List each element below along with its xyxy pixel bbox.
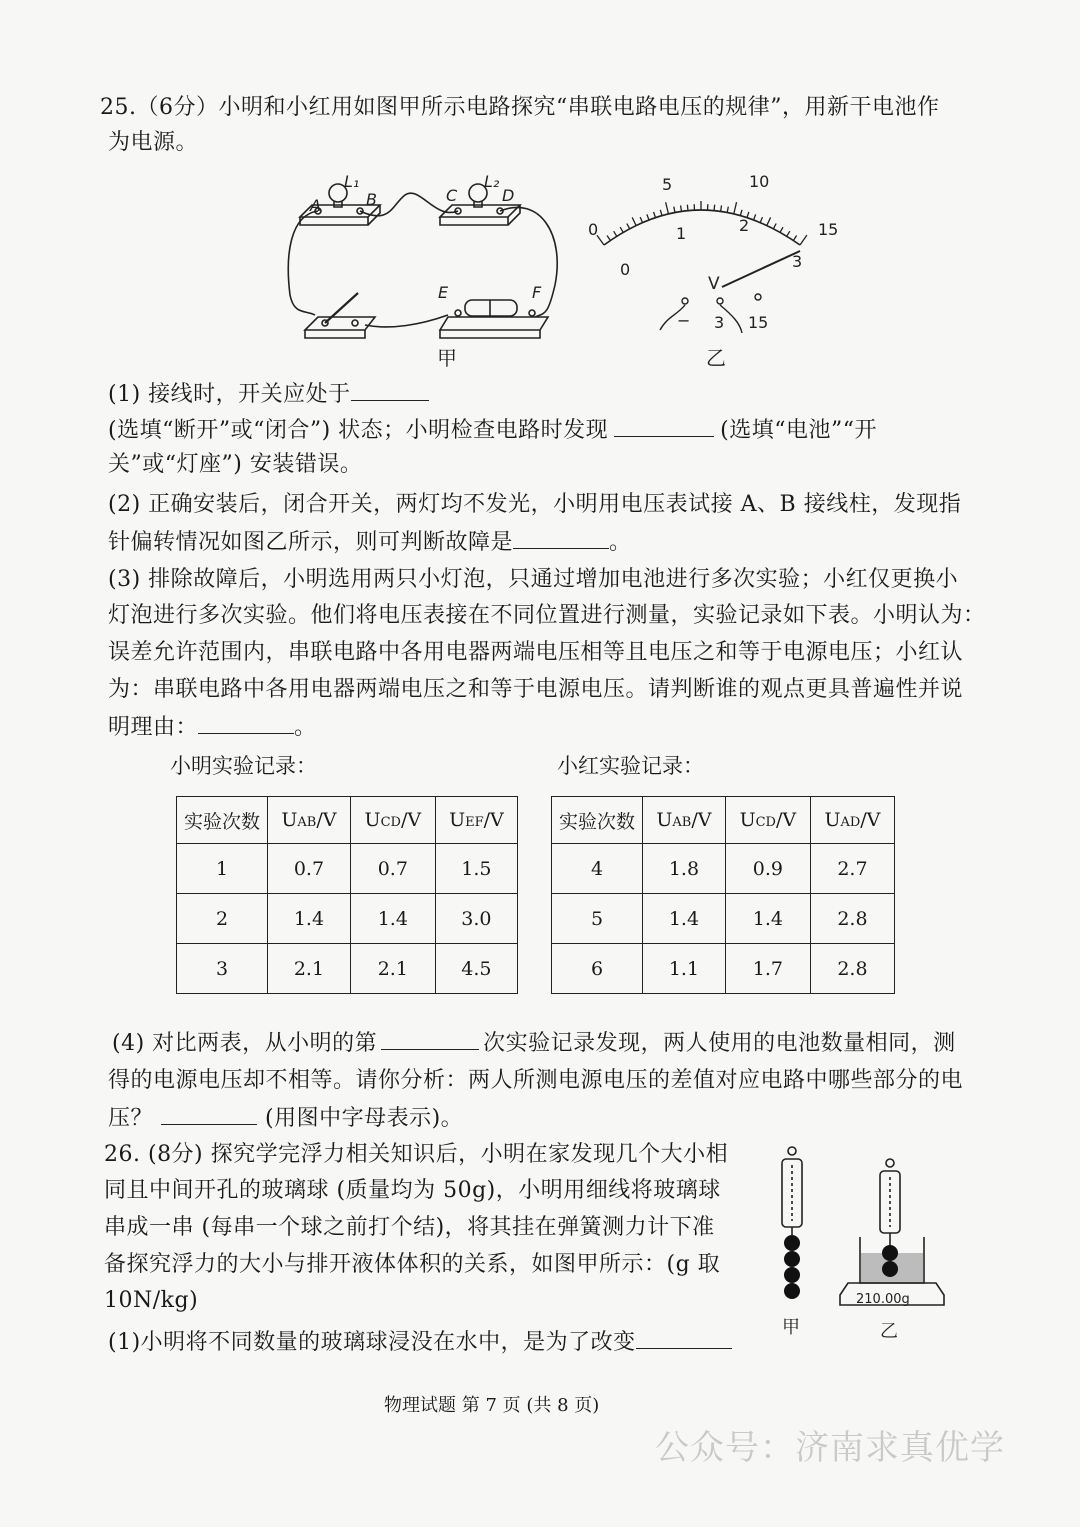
q26-l3: 串成一串 (每串一个球之前打个结)，将其挂在弹簧测力计下准 (104, 1215, 715, 1240)
q25-p1a: (1) 接线时，开关应处于 (108, 378, 429, 410)
meter-unit: V (708, 274, 720, 294)
dial-tick (607, 236, 610, 241)
cell: 1.4 (643, 894, 726, 944)
label-f: F (532, 283, 542, 302)
q25-p3c: 误差允许范围内，串联电路中各用电器两端电压相等且电压之和等于电源电压；小红认 (108, 640, 964, 665)
q25-p4b: 得的电源电压却不相等。请你分析：两人所测电源电压的差值对应电路中哪些部分的电 (108, 1068, 964, 1093)
top-scale-0: 0 (588, 220, 599, 239)
terminal-neg: − (677, 311, 691, 330)
header-trial: 实验次数 (177, 797, 268, 844)
dial-tick (734, 202, 737, 214)
q25-p3a: (3) 排除故障后，小明选用两只小灯泡，只通过增加电池进行多次实验；小红仅更换小 (108, 567, 959, 592)
answer-blank[interactable] (513, 526, 609, 549)
table-row (177, 944, 518, 994)
dial-tick (760, 217, 762, 223)
answer-blank[interactable] (381, 1027, 479, 1050)
cell: 1.4 (725, 894, 810, 944)
top-scale-5: 5 (662, 175, 673, 194)
xiaohong-caption: 小红实验记录： (557, 754, 704, 778)
balance-reading: 210.00g (856, 1292, 910, 1307)
dial-tick (681, 205, 682, 211)
caption-jia: 甲 (437, 346, 457, 370)
q25-line1: 25.（6分）小明和小红用如图甲所示电路探究“串联电路电压的规律”，用新干电池作 (100, 95, 940, 120)
dial-tick (614, 231, 617, 236)
q25-p2b: 针偏转情况如图乙所示，则可判断故障是 。 (108, 526, 632, 558)
cell: 3.0 (435, 894, 517, 944)
cell: 5 (552, 894, 643, 944)
header-uef: UEF/V (435, 797, 517, 844)
xiaohong-table (551, 796, 895, 994)
page-footer: 物理试题 第 7 页 (共 8 页) (384, 1395, 600, 1416)
battery-holder (440, 317, 548, 330)
bottom-scale-3: 3 (792, 252, 803, 271)
header-uad: UAD/V (810, 797, 894, 844)
cell: 1 (177, 844, 268, 894)
dial-tick (767, 217, 771, 225)
label-d: D (502, 186, 515, 205)
dial-tick (660, 210, 662, 216)
cell: 1.8 (643, 844, 726, 894)
header-ucd: UCD/V (350, 797, 435, 844)
q25-p4a: (4) 对比两表，从小明的第 次实验记录发现，两人使用的电池数量相同，测 (112, 1027, 956, 1059)
spring-scale-a (782, 1159, 802, 1227)
top-scale-10: 10 (749, 172, 770, 191)
dial-tick (647, 214, 649, 220)
voltmeter-dial (582, 165, 842, 370)
cell: 4 (552, 844, 643, 894)
label-c: C (446, 186, 458, 205)
dial-tick (620, 227, 623, 232)
q26-l5: 10N/kg) (104, 1288, 199, 1313)
top-scale-15: 15 (818, 220, 839, 239)
cell: 0.9 (725, 844, 810, 894)
q25-p2a: (2) 正确安装后，闭合开关，两灯均不发光，小明用电压表试接 A、B 接线柱，发现指 (108, 492, 962, 517)
table-row (552, 944, 895, 994)
q26-l2: 同且中间开孔的玻璃球 (质量均为 50g)，小明用细线将玻璃球 (104, 1178, 721, 1203)
label-a: A (310, 196, 321, 215)
label-e: E (438, 283, 449, 302)
cell: 0.7 (268, 844, 351, 894)
terminal-3: 3 (714, 313, 725, 332)
battery (465, 300, 517, 316)
q25-p4c: 压？ (用图中字母表示)。 (108, 1102, 463, 1134)
spring-scale-figure (772, 1145, 952, 1345)
label-b: B (366, 190, 377, 209)
answer-blank[interactable] (636, 1326, 732, 1349)
table-header-row (177, 797, 518, 844)
table-row (552, 844, 895, 894)
answer-blank[interactable] (351, 378, 429, 401)
header-uab: UAB/V (268, 797, 351, 844)
cell: 4.5 (435, 944, 517, 994)
answer-blank[interactable] (161, 1102, 257, 1125)
dial-tick (780, 227, 783, 232)
dial-tick (640, 217, 642, 223)
dial-tick (754, 214, 756, 220)
q25-p3b: 灯泡进行多次实验。他们将电压表接在不同位置进行测量，实验记录如下表。小明认为： (108, 603, 986, 628)
header-ucd: UCD/V (725, 797, 810, 844)
cell: 1.7 (725, 944, 810, 994)
q26-l1: 26. (8分) 探究学完浮力相关知识后，小明在家发现几个大小相 (104, 1142, 729, 1167)
cell: 2.1 (350, 944, 435, 994)
circuit-diagram (280, 165, 570, 370)
cell: 2.7 (810, 844, 894, 894)
answer-blank[interactable] (198, 711, 294, 734)
label-l2: L₂ (484, 172, 500, 191)
q25-p3d: 为：串联电路中各用电器两端电压之和等于电源电压。请判断谁的观点更具普遍性并说 (108, 677, 964, 702)
xiaoming-table (176, 796, 518, 994)
dial-tick (721, 205, 722, 211)
table-row (177, 844, 518, 894)
header-uab: UAB/V (643, 797, 726, 844)
caption-q26-yi: 乙 (880, 1321, 898, 1342)
watermark: 公众号：济南求真优学 (655, 1428, 1005, 1468)
cell: 1.5 (435, 844, 517, 894)
q26-l6: (1)小明将不同数量的玻璃球浸没在水中，是为了改变 (108, 1326, 732, 1358)
dial-tick (632, 217, 636, 225)
table-header-row (552, 797, 895, 844)
cell: 6 (552, 944, 643, 994)
label-l1: L₁ (344, 172, 360, 191)
q26-l4: 备探究浮力的大小与排开液体体积的关系，如图甲所示：(g 取 (104, 1252, 721, 1277)
cell: 3 (177, 944, 268, 994)
dial-tick (714, 205, 715, 211)
header-trial: 实验次数 (552, 797, 643, 844)
cell: 2 (177, 894, 268, 944)
dial-tick (627, 224, 630, 229)
q25-p1b: (选填“断开”或“闭合”) 状态；小明检查电路时发现 (选填“电池”“开 (108, 414, 877, 446)
dial-tick (674, 207, 675, 213)
dial-tick (773, 223, 776, 228)
dial-tick (687, 205, 688, 211)
table-row (552, 894, 895, 944)
cell: 1.1 (643, 944, 726, 994)
caption-q26-jia: 甲 (782, 1317, 800, 1338)
dial-tick (787, 231, 790, 236)
q25-line2: 为电源。 (108, 130, 199, 155)
xiaoming-caption: 小明实验记录： (170, 754, 317, 778)
needle (722, 251, 803, 287)
table-row (177, 894, 518, 944)
dial-tick (666, 202, 669, 214)
cell: 1.4 (268, 894, 351, 944)
q25-p3e: 明理由： 。 (108, 711, 317, 743)
dial-tick (740, 210, 742, 216)
cell: 1.4 (350, 894, 435, 944)
cell: 2.8 (810, 944, 894, 994)
switch (305, 317, 375, 330)
dial-tick (793, 235, 796, 240)
cell: 2.8 (810, 894, 894, 944)
dial-tick (800, 235, 807, 245)
bottom-scale-0: 0 (620, 260, 631, 279)
dial-tick (727, 207, 728, 213)
dial-arc (604, 210, 800, 245)
cell: 0.7 (350, 844, 435, 894)
q25-p1c: 关”或“灯座”) 安装错误。 (108, 452, 363, 477)
bottom-scale-1: 1 (676, 224, 687, 243)
dial-tick (654, 212, 656, 218)
terminal-15: 15 (748, 313, 769, 332)
answer-blank[interactable] (614, 414, 714, 437)
cell: 2.1 (268, 944, 351, 994)
caption-yi: 乙 (706, 346, 726, 370)
bottom-scale-2: 2 (739, 216, 750, 235)
